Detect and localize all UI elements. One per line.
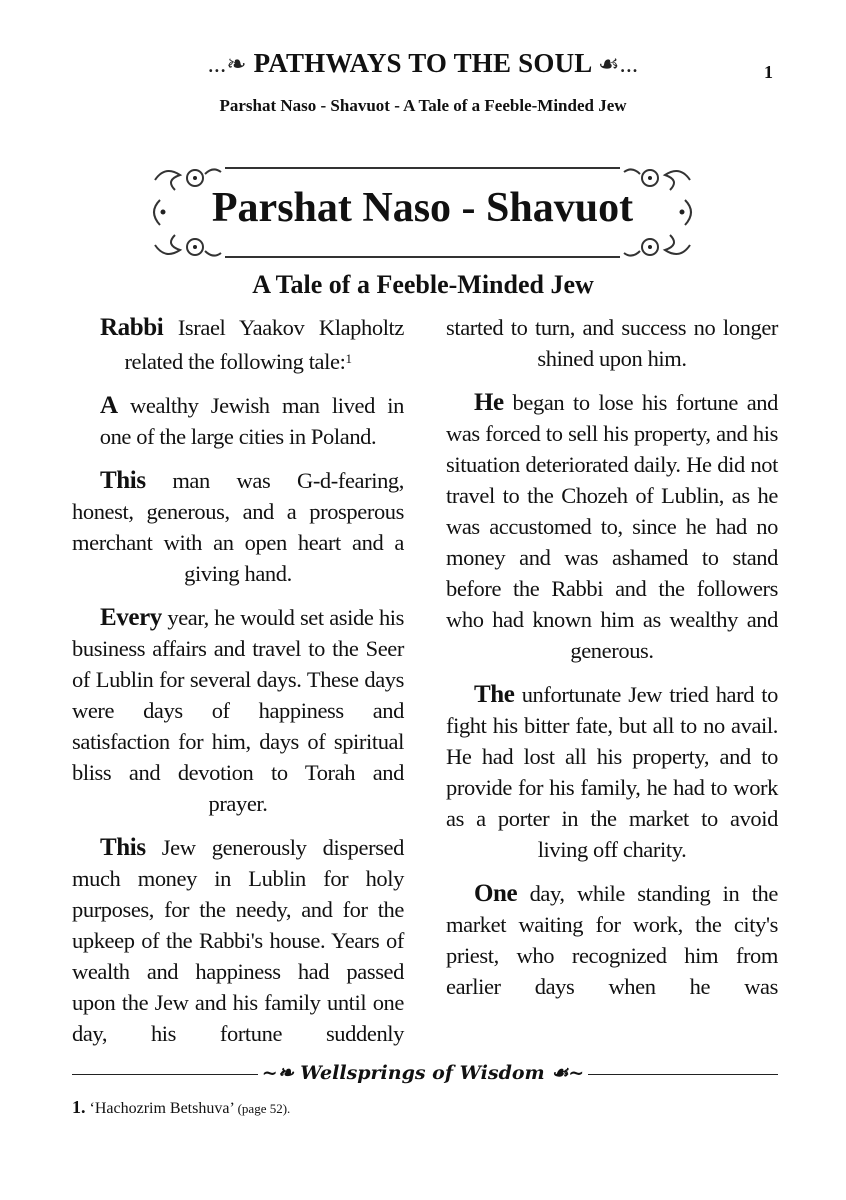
lead-word: A [100, 392, 118, 419]
paragraph-text: Israel Yaakov Klapholtz related the following tale: [124, 315, 404, 374]
paragraph-text: year, he would set aside his business affairs and travel to the Seer of Lublin for several days. These days were days of happiness and satisfaction for him, days of spiritual bliss and devotion to Torah and prayer. [72, 605, 404, 816]
footnote-text: ‘Hachozrim Betshuva’ [89, 1100, 234, 1117]
paragraph-text: began to lose his fortune and was forced to sell his property, and his situation deteriorated daily. He did not travel to the Chozeh of Lublin, as he was accustomed to, since he had no money and was ashamed to stand before the Rabbi and the followers who had known him as wealthy and generous. [446, 390, 778, 663]
footer-label-text: Wellsprings of Wisdom [300, 1062, 545, 1084]
paragraph-text: started to turn, and success no longer shined upon him. [446, 315, 778, 371]
paragraph-text: day, while standing in the market waiting for work, the city's priest, who recognized him from earlier days when he was [446, 881, 778, 999]
lead-word: One [474, 880, 518, 907]
footnote-number: 1. [72, 1097, 86, 1117]
running-subtitle: Parshat Naso - Shavuot - A Tale of a Feeble-Minded Jew [219, 96, 627, 115]
lead-word: The [474, 681, 515, 708]
right-column [446, 312, 778, 1002]
lead-word: Every [100, 604, 162, 631]
paragraph [72, 465, 404, 589]
footer-label [0, 1062, 846, 1084]
paragraph [72, 832, 404, 1049]
paragraph-text: Jew generously dispersed much money in Lublin for holy purposes, for the needy, and for the upkeep of the Rabbi's house. Years of wealth and happiness had passed upon the Jew and his family until one day, his fortune suddenly [72, 835, 404, 1046]
paragraph [446, 387, 778, 666]
right-ornament-icon: ☙... [597, 52, 639, 78]
paragraph-text: wealthy Jewish man lived in one of the large cities in Poland. [99, 393, 404, 449]
article-title: A Tale of a Feeble-Minded Jew [252, 270, 594, 299]
paragraph [72, 312, 404, 377]
lead-word: He [474, 389, 504, 416]
left-ornament-icon: ...❧ [207, 52, 247, 78]
paragraph [72, 602, 404, 819]
paragraph [446, 679, 778, 865]
book-title-text: PATHWAYS TO THE SOUL [253, 48, 591, 78]
title-frame [145, 160, 700, 265]
footer-ornament-icon: ☙~ [544, 1062, 585, 1084]
footnote-page-ref: (page 52). [237, 1101, 291, 1116]
footer-ornament-icon: ~❧ [261, 1062, 301, 1084]
paragraph-text: unfortunate Jew tried hard to fight his bitter fate, but all to no avail. He had lost all his property, and to provide for his family, he had to work as a porter in the market to avoid living off charity. [446, 682, 778, 862]
footnote-ref[interactable]: 1 [345, 351, 352, 366]
paragraph [72, 390, 404, 452]
page-number: 1 [764, 62, 773, 82]
footnote [72, 1097, 290, 1118]
paragraph [446, 878, 778, 1002]
paragraph [446, 312, 778, 374]
lead-word: This [100, 467, 146, 494]
lead-word: Rabbi [100, 314, 164, 341]
left-column [72, 312, 404, 1049]
lead-word: This [100, 834, 146, 861]
parsha-title: Parshat Naso - Shavuot [211, 185, 634, 231]
paragraph-text: man was G-d-fearing, honest, generous, and a prosperous merchant with an open heart and a giving hand. [72, 468, 404, 586]
book-title [0, 48, 846, 79]
